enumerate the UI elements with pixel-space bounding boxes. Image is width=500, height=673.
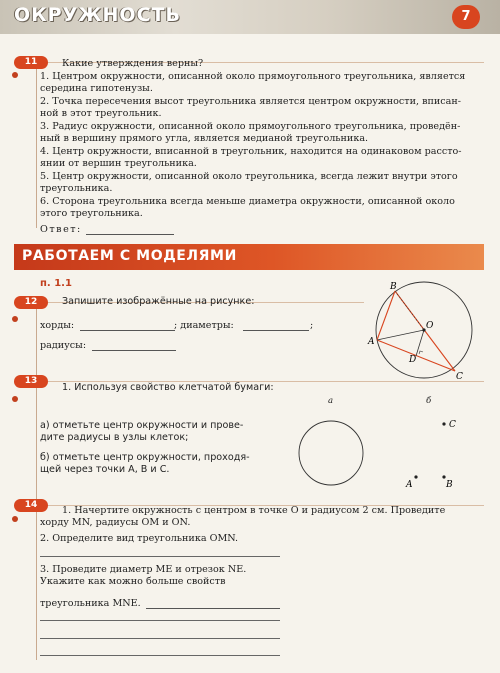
triangle-side-ab <box>377 291 395 340</box>
chords-label: хорды: <box>40 320 75 331</box>
circle-outline <box>299 421 363 485</box>
task11-line: янии от вершин треугольника. <box>40 158 197 169</box>
page-header <box>0 0 500 34</box>
radii-label: радиусы: <box>40 340 87 351</box>
task13-b-line: щей через точки A, B и C. <box>40 464 170 475</box>
margin-line <box>36 56 37 228</box>
task11-line: 2. Точка пересечения высот треугольника является центром окружности, вписан- <box>40 96 462 107</box>
circle-figure <box>364 278 484 380</box>
task11-line: треугольника. <box>40 183 113 194</box>
answer-line[interactable] <box>40 620 280 621</box>
task11-line: середина гипотенузы. <box>40 83 153 94</box>
point-c <box>442 422 445 425</box>
task-number-badge: 11 <box>14 56 48 69</box>
task14-line: 2. Определите вид треугольника OMN. <box>40 533 239 544</box>
semicolon: ; <box>310 320 314 331</box>
label-a: A <box>406 480 413 490</box>
label-a: A <box>368 337 375 347</box>
task11-line: 6. Сторона треугольника всегда меньше диаметра окружности, описанной около <box>40 196 455 207</box>
three-points-figure <box>400 414 470 494</box>
task11-line: 5. Центр окружности, описанной около треугольника, всегда лежит внутри этого <box>40 171 458 182</box>
task12-instruction: Запишите изображённые на рисунке: <box>62 296 255 307</box>
segment-ao <box>377 330 424 340</box>
label-b: B <box>446 480 453 490</box>
task14-line: 3. Проведите диаметр ME и отрезок NE. <box>40 564 247 575</box>
task11-question: Какие утверждения верны? <box>62 58 204 69</box>
task14-line: 1. Начертите окружность с центром в точке O и радиусом 2 см. Проведите <box>62 505 446 516</box>
bullet-dot <box>12 516 18 522</box>
answer-field[interactable] <box>146 600 280 609</box>
task11-line: этого треугольника. <box>40 208 143 219</box>
grid-circle-figure <box>296 418 366 488</box>
answer-line[interactable] <box>40 655 280 656</box>
task11-line: 4. Центр окружности, вписанной в треугольник, находится на одинаковом рассто- <box>40 146 462 157</box>
label-o: O <box>426 321 434 331</box>
label-variant-b: б <box>426 396 432 406</box>
label-d: D <box>409 355 417 365</box>
bullet-dot <box>12 396 18 402</box>
task11-line: 3. Радиус окружности, описанной около прямоугольного треугольника, проведён- <box>40 121 461 132</box>
banner-title: РАБОТАЕМ С МОДЕЛЯМИ <box>22 248 237 264</box>
diameters-label: ; диаметры: <box>174 320 234 331</box>
page-number-badge: 7 <box>452 5 480 29</box>
label-c: C <box>456 372 463 380</box>
bullet-dot <box>12 72 18 78</box>
task14-line: хорду MN, радиусы OM и ON. <box>40 517 191 528</box>
task11-line: 1. Центром окружности, описанной около прямоугольного треугольника, является <box>40 71 466 82</box>
chapter-title: ОКРУЖНОСТЬ <box>14 4 181 26</box>
task14-line: треугольника MNE. <box>40 598 141 609</box>
task13-a-line: дите радиусы в узлы клеток; <box>40 432 189 443</box>
label-c: C <box>449 420 456 430</box>
task-number-badge: 14 <box>14 499 48 512</box>
label-b: B <box>390 282 397 292</box>
bullet-dot <box>12 316 18 322</box>
diameters-field[interactable] <box>243 322 309 331</box>
point-a <box>414 475 417 478</box>
task14-line: Укажите как можно больше свойств <box>40 576 226 587</box>
point-b <box>442 475 445 478</box>
answer-label: Ответ: <box>40 224 82 235</box>
task13-intro: 1. Используя свойство клетчатой бумаги: <box>62 382 274 393</box>
label-variant-a: а <box>328 396 334 406</box>
task11-line: ной в этот треугольник. <box>40 108 162 119</box>
radii-field[interactable] <box>92 342 176 351</box>
margin-line <box>36 300 37 660</box>
task13-a-line: а) отметьте центр окружности и прове- <box>40 420 244 431</box>
task-number-badge: 13 <box>14 375 48 388</box>
task13-b-line: б) отметьте центр окружности, проходя- <box>40 452 250 463</box>
right-angle-mark <box>419 351 423 354</box>
answer-line[interactable] <box>40 638 280 639</box>
section-banner <box>14 244 484 270</box>
answer-field[interactable] <box>86 226 174 235</box>
section-label: п. 1.1 <box>40 278 72 289</box>
chords-field[interactable] <box>80 322 175 331</box>
task11-line: ный в вершину прямого угла, является медианой треугольника. <box>40 133 369 144</box>
task-number-badge: 12 <box>14 296 48 309</box>
answer-line[interactable] <box>40 556 280 557</box>
